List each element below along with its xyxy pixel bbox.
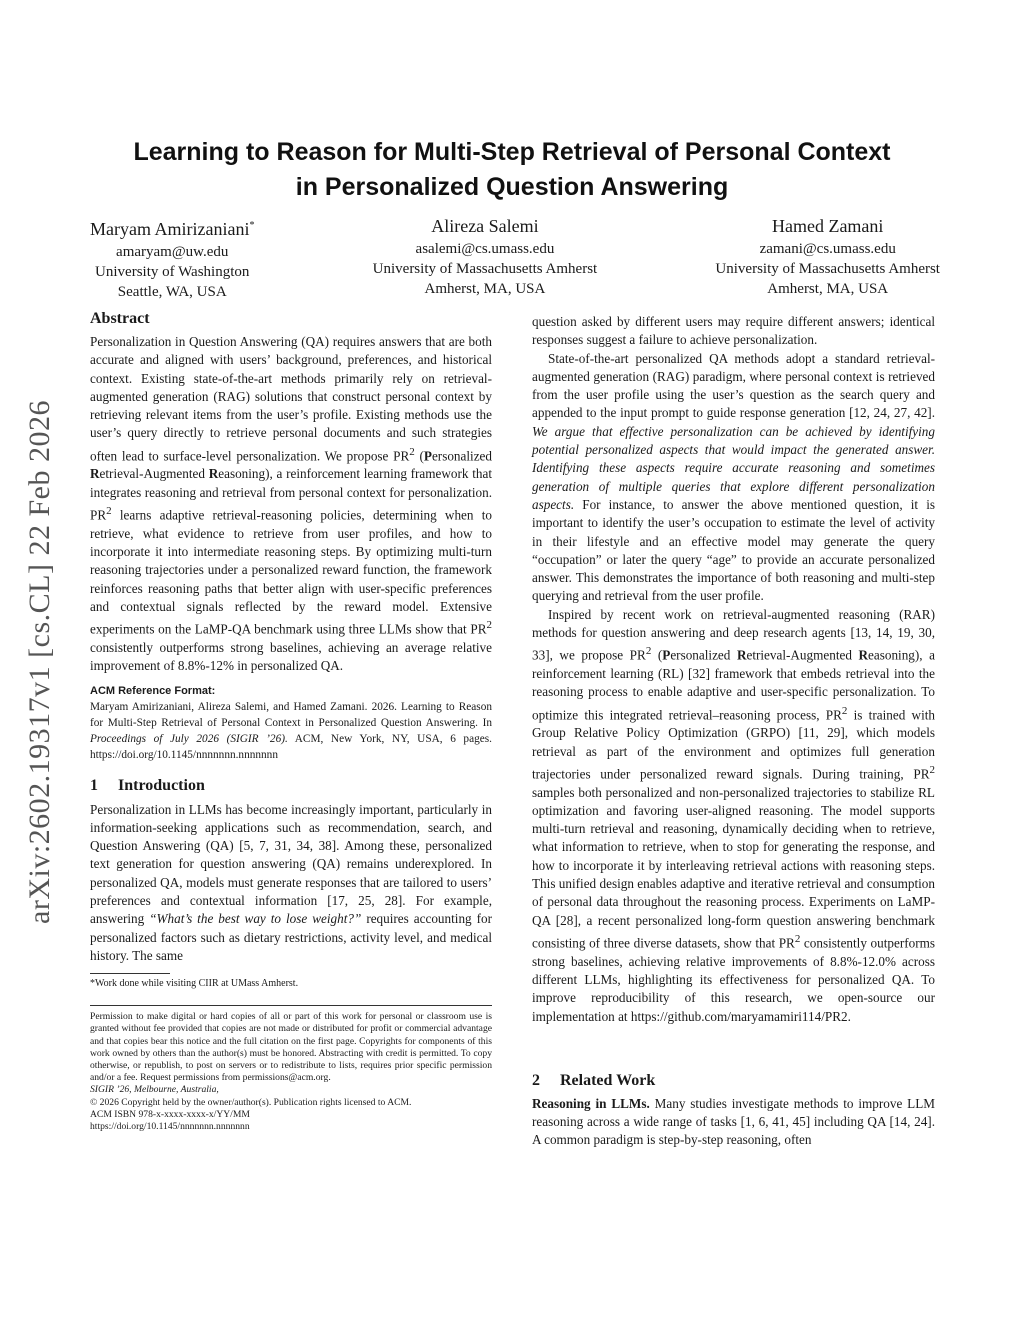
author-affiliation: University of Massachusetts Amherst <box>372 261 598 277</box>
author-block <box>90 213 940 302</box>
paragraph-continuation: question asked by different users may require different answers; identical responses suggest a failure to achieve personalization. <box>532 314 935 348</box>
abstract-text: Personalization in Question Answering (QA) requires answers that are both accurate and aligned with users’ background, preferences, and historical context. Existing state-of-the-art methods primarily rely on retrieval-augmented generation (RAG) solutions that construct personal context by retrieving relevant items from the user’s profile. Existing methods use the user’s query directly to retrieve personal documents and such strategies often lead to surface-level personalization. We propose $PR^2$ (Personalized Retrieval-Augmented Reasoning), a reinforcement learning framework that integrates reasoning and retrieval from personal context for personalization. $PR^2$ learns adaptive retrieval-reasoning policies, determining when to retrieve, what evidence to retrieve from user profiles, and how to incorporate it into intermediate reasoning steps. By optimizing multi-turn reasoning trajectories under a personalized reward function, the framework reinforces reasoning paths that better align with user-specific preferences and contextual signals reflected by the reward model. Extensive experiments on the LaMP-QA benchmark using three LLMs show that $PR^2$ consistently outperforms strong baselines, achieving an average relative improvement of 8.8%-12% in personalized QA. <box>90 334 492 674</box>
related-work-heading: 2 Related Work <box>532 1071 656 1089</box>
author-name: Maryam Amirizaniani <box>90 219 250 239</box>
left-column <box>90 308 492 1133</box>
author-footnote-mark: * <box>249 220 255 231</box>
title-line-1: Learning to Reason for Multi-Step Retrieval of Personal Context <box>133 138 891 166</box>
author-1 <box>90 213 254 302</box>
author-email: zamani@cs.umass.edu <box>759 241 896 257</box>
author-name: Hamed Zamani <box>771 216 884 236</box>
paragraph-contribution: Inspired by recent work on retrieval-augmented reasoning (RAR) methods for question answering and deep research agents [13, 14, 19, 30, 33], we propose $PR^2$ (Personalized Retrieval-Augmented Reasoning), a reinforcement learning (RL) [32] framework that embeds retrieval into the reasoning process to enable adaptive and user-specific personalization. To optimize this integrated retrieval–reasoning process, $PR^2$ is trained with Group Relative Policy Optimization (GRPO) [11, 29], which models retrieval as part of the environment and optimizes full generation trajectories under personalized reward signals. During training, $PR^2$ samples both personalized and non-personalized trajectories to stabilize RL optimization and favoring user-aligned reasoning. The model supports multi-turn retrieval and reasoning, dynamically deciding when to retrieve, what information to retrieve, when to stop for generating the response, and how to incorporate it by interleaving retrieval actions with reasoning steps. This unified design enables adaptive and iterative retrieval and consumption of personal data throughout the reasoning process. Experiments on LaMP-QA [28], a recent personalized long-form question answering benchmark consisting of three diverse datasets, show that $PR^2$ consistently outperforms strong baselines, achieving relative improvements of 8.8%-12.0% across different LLMs, highlighting its effectiveness for personalized QA. To improve reproducibility of this research, we open-source our implementation at https://github.com/maryamamiri114/PR2. <box>532 606 935 1024</box>
footnote-rule <box>90 973 170 974</box>
conference-info: SIGIR ’26, Melbourne, Australia, <box>90 1084 219 1096</box>
intro-text: Personalization in LLMs has become increasingly important, particularly in information-seeking applications such as recommendation, search, and Question Answering (QA) [5, 7, 31, 34, 38]. Among these, personalized text generation for question answering (QA) remains underexplored. In personalized QA, models must generate responses that are tailored to users’ preferences and contextual information [17, 25, 28]. For example, answering “What’s the best way to lose weight?” requires accounting for personalized factors such as dietary restrictions, activity level, and medical history. The same <box>90 801 493 963</box>
isbn: ACM ISBN 978-x-xxxx-xxxx-x/YY/MM <box>90 1108 250 1120</box>
right-column <box>532 313 935 1150</box>
author-email: asalemi@cs.umass.edu <box>415 241 555 257</box>
arxiv-identifier: arXiv:2602.19317v1 [cs.CL] 22 Feb 2026 <box>23 400 56 924</box>
acm-reference-heading: ACM Reference Format: <box>90 684 216 697</box>
author-2 <box>373 213 598 302</box>
author-3 <box>715 213 940 302</box>
intro-heading: 1 Introduction <box>90 776 205 794</box>
doi-link[interactable]: https://doi.org/10.1145/nnnnnnn.nnnnnnn <box>90 1121 250 1133</box>
author-location: Seattle, WA, USA <box>117 284 227 300</box>
acm-reference-text: Maryam Amirizaniani, Alireza Salemi, and Hamed Zamani. 2026. Learning to Reason for Multi-Step Retrieval of Personal Context in Personalized Question Answering. In Proceedings of July 2026 (SIGIR ’26). ACM, New York, NY, USA, 6 pages. https://doi.org/10.1145/nnnnnnn.nnnnnnn <box>90 700 492 761</box>
paper-title <box>60 135 964 205</box>
copyright-notice: © 2026 Copyright held by the owner/author(s). Publication rights licensed to ACM. <box>90 1096 412 1108</box>
abstract-heading: Abstract <box>90 310 150 327</box>
permission-notice: Permission to make digital or hard copies of all or part of this work for personal or classroom use is granted without fee provided that copies are not made or distributed for profit or commercial advantage and that copies bear this notice and the full citation on the first page. Copyrights for components of this work owned by others than the author(s) must be honored. Abstracting with credit is permitted. To copy otherwise, or republish, to post on servers or to redistribute to lists, requires prior specific permission and/or a fee. Request permissions from permissions@acm.org. <box>90 1011 492 1084</box>
author-affiliation: University of Washington <box>95 264 250 280</box>
footnote: *Work done while visiting CIIR at UMass Amherst. <box>90 978 299 990</box>
permission-rule <box>90 1005 492 1006</box>
author-name: Alireza Salemi <box>431 216 539 236</box>
paragraph-rag: State-of-the-art personalized QA methods adopt a standard retrieval-augmented generation (RAG) paradigm, where personal context is retrieved from the user profile using the user’s question as the search query and appended to the input prompt to guide response generation [12, 24, 27, 42]. We argue that effective personalization can be achieved by identifying potential personalized aspects that would impact the generated answer. Identifying these aspects require accurate reasoning and sometimes generation of multiple queries that explore different personalization aspects. For instance, to answer the above mentioned question, it is important to identify the user’s occupation to estimate the level of activity in their lifestyle and an effective model may generate the query “occupation” or later the query “age” to provide an accurate personalized answer. This demonstrates the importance of both reasoning and multi-step querying and retrieval from the user profile. <box>532 350 935 604</box>
author-affiliation: University of Massachusetts Amherst <box>715 261 940 277</box>
author-email: amaryam@uw.edu <box>116 244 229 260</box>
author-location: Amherst, MA, USA <box>767 281 889 297</box>
related-work-text: Reasoning in LLMs. Many studies investigate methods to improve LLM reasoning across a wide range of tasks [1, 6, 41, 45] including QA [14, 24]. A common paradigm is step-by-step reasoning, often <box>532 1095 935 1148</box>
author-location: Amherst, MA, USA <box>424 281 546 297</box>
title-line-2: in Personalized Question Answering <box>295 173 729 201</box>
